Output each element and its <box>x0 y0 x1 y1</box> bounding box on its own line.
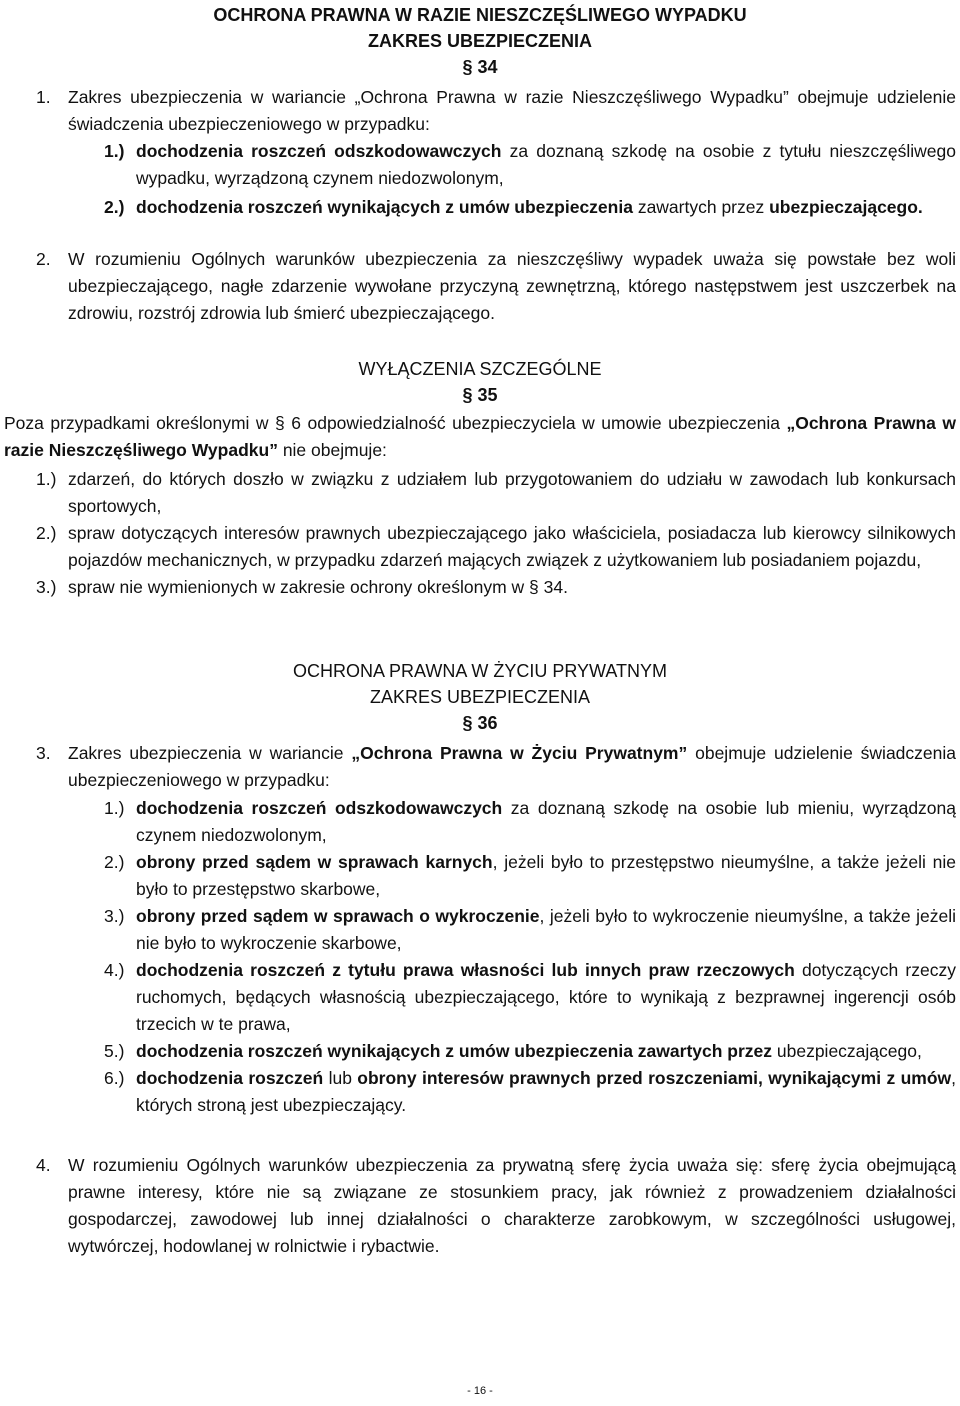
sub-item-bold: obrony przed sądem w sprawach karnych <box>136 852 493 872</box>
section-subtitle: ZAKRES UBEZPIECZENIA <box>367 31 592 51</box>
intro-bold: „Ochrona Prawna w razie Nieszczęśliwego Wypadku” <box>4 413 956 460</box>
item-text: W rozumieniu Ogólnych warunków ubezpieczenia za prywatną sferę życia uważa się: sferę życia obejmującą prawne interesy, które nie są związane ze stosunkiem pracy, jak również z prowadzeniem działalności gospodarczej, zawodowej lub innej działalności o charakterze zarobkowym, w szczególności usługowej, wytwórczej, hodowlanej w rolnictwie i rybactwie. <box>68 1155 956 1256</box>
section-accident-header <box>0 2 960 80</box>
paragraph-number: § 34 <box>462 57 498 77</box>
numbered-item <box>36 84 956 138</box>
list-item <box>36 520 956 574</box>
paragraph-number: § 35 <box>462 385 498 405</box>
numbered-item <box>36 740 956 794</box>
sub-item-number: 2.) <box>104 197 125 217</box>
sub-item-bold: obrony interesów prawnych przed roszczeniami, wynikającymi z umów <box>357 1068 952 1088</box>
sub-item-text: ubezpieczającego, <box>772 1041 922 1061</box>
sub-item-number: 1.) <box>104 798 125 818</box>
list-item-number: 1.) <box>36 469 57 489</box>
section-exclusions-header <box>0 356 960 408</box>
section-title: OCHRONA PRAWNA W ŻYCIU PRYWATNYM <box>292 661 668 681</box>
item-text-part: Zakres ubezpieczenia w wariancie <box>68 743 352 763</box>
intro-text: nie obejmuje: <box>277 440 387 460</box>
sub-item-tail: ubezpieczającego. <box>769 197 923 217</box>
sub-item <box>104 1065 956 1119</box>
sub-item-text: zawartych przez <box>632 197 770 217</box>
item-text <box>36 740 956 794</box>
sub-item-number: 1.) <box>104 141 125 161</box>
sub-item-number: 4.) <box>104 960 125 980</box>
sub-item-number: 2.) <box>104 852 125 872</box>
item-number: 2. <box>36 249 51 269</box>
sub-item-text: za doznaną szkodę na osobie lub mieniu, wyrządzoną czynem niedozwolonym, <box>136 798 956 845</box>
item-text: W rozumieniu Ogólnych warunków ubezpieczenia za nieszczęśliwy wypadek uważa się powstałe bez woli ubezpieczającego, nagłe zdarzenie wywołane przyczyną zewnętrzną, którego następstwem jest uszczerbek na zdrowiu, rozstrój zdrowia lub śmierć ubezpieczającego. <box>68 249 956 323</box>
sub-item-text: , których stroną jest ubezpieczający. <box>136 1068 956 1115</box>
sub-item-bold: dochodzenia roszczeń z tytułu prawa własności lub innych praw rzeczowych <box>136 960 795 980</box>
item-text: Zakres ubezpieczenia w wariancie „Ochrona Prawna w razie Nieszczęśliwego Wypadku” obejmuje udzielenie świadczenia ubezpieczeniowego w przypadku: <box>68 87 956 134</box>
intro-text: Poza przypadkami określonymi w § 6 odpowiedzialność ubezpieczyciela w umowie ubezpieczenia <box>4 413 787 433</box>
list-item-text: spraw nie wymienionych w zakresie ochrony określonym w § 34. <box>68 577 568 597</box>
section-subtitle: ZAKRES UBEZPIECZENIA <box>369 687 591 707</box>
sub-item <box>104 1038 956 1065</box>
section-title: WYŁĄCZENIA SZCZEGÓLNE <box>358 359 602 379</box>
sub-item <box>104 194 956 221</box>
item-number: 1. <box>36 87 51 107</box>
item-text-bold: „Ochrona Prawna w Życiu Prywatnym” <box>351 743 688 763</box>
sub-item-bold: dochodzenia roszczeń odszkodowawczych <box>136 141 502 161</box>
sub-item-bold: dochodzenia roszczeń odszkodowawczych <box>136 798 503 818</box>
page-number: - 16 - <box>467 1385 493 1397</box>
sub-item <box>104 903 956 957</box>
item-number: 3. <box>36 743 51 763</box>
list-item-number: 2.) <box>36 523 57 543</box>
list-item <box>36 466 956 520</box>
sub-item-text: lub <box>323 1068 358 1088</box>
list-item-text: spraw dotyczących interesów prawnych ubezpieczającego jako właściciela, posiadacza lub kierowcy silnikowych pojazdów mechanicznych, w przypadku zdarzeń mających związek z użytkowaniem lub posiadaniem pojazdu, <box>68 523 956 570</box>
numbered-item <box>36 1152 956 1260</box>
sub-item-bold: dochodzenia roszczeń wynikających z umów ubezpieczenia <box>136 197 633 217</box>
exclusions-intro <box>4 410 956 464</box>
sub-item <box>104 138 956 192</box>
sub-item <box>104 849 956 903</box>
list-item-text: zdarzeń, do których doszło w związku z udziałem lub przygotowaniem do udziału w zawodach lub konkursach sportowych, <box>68 469 956 516</box>
item-text-part: obejmuje udzielenie świadczenia ubezpieczeniowego w przypadku: <box>68 743 956 790</box>
sub-item-text: dotyczących rzeczy ruchomych, będących własnością ubezpieczającego, które to wynikają z bezprawnej ingerencji osób trzecich w te prawa, <box>136 960 956 1034</box>
sub-item-bold: dochodzenia roszczeń <box>136 1068 324 1088</box>
sub-item-text: , jeżeli było to wykroczenie nieumyślne, a także jeżeli nie było to wykroczenie skarbowe, <box>136 906 956 953</box>
sub-item-number: 6.) <box>104 1068 125 1088</box>
section-title: OCHRONA PRAWNA W RAZIE NIESZCZĘŚLIWEGO WYPADKU <box>213 5 747 25</box>
sub-item-number: 5.) <box>104 1041 125 1061</box>
sub-item-text: za doznaną szkodę na osobie z tytułu nieszczęśliwego wypadku, wyrządzoną czynem niedozwolonym, <box>136 141 956 188</box>
sub-list <box>104 138 956 223</box>
paragraph-number: § 36 <box>462 713 498 733</box>
sub-item-bold: dochodzenia roszczeń wynikających z umów ubezpieczenia zawartych przez <box>136 1041 773 1061</box>
list-item-number: 3.) <box>36 577 57 597</box>
sub-list <box>104 795 956 1119</box>
numbered-item <box>36 246 956 327</box>
sub-item-number: 3.) <box>104 906 125 926</box>
exclusions-list <box>36 466 956 601</box>
item-number: 4. <box>36 1155 51 1175</box>
sub-item <box>104 957 956 1038</box>
list-item <box>36 574 956 601</box>
sub-item-text: , jeżeli było to przestępstwo nieumyślne, a także jeżeli nie było to przestępstwo skarbowe, <box>136 852 956 899</box>
section-private-life-header <box>0 658 960 736</box>
sub-item <box>104 795 956 849</box>
sub-item-bold: obrony przed sądem w sprawach o wykroczenie <box>136 906 540 926</box>
